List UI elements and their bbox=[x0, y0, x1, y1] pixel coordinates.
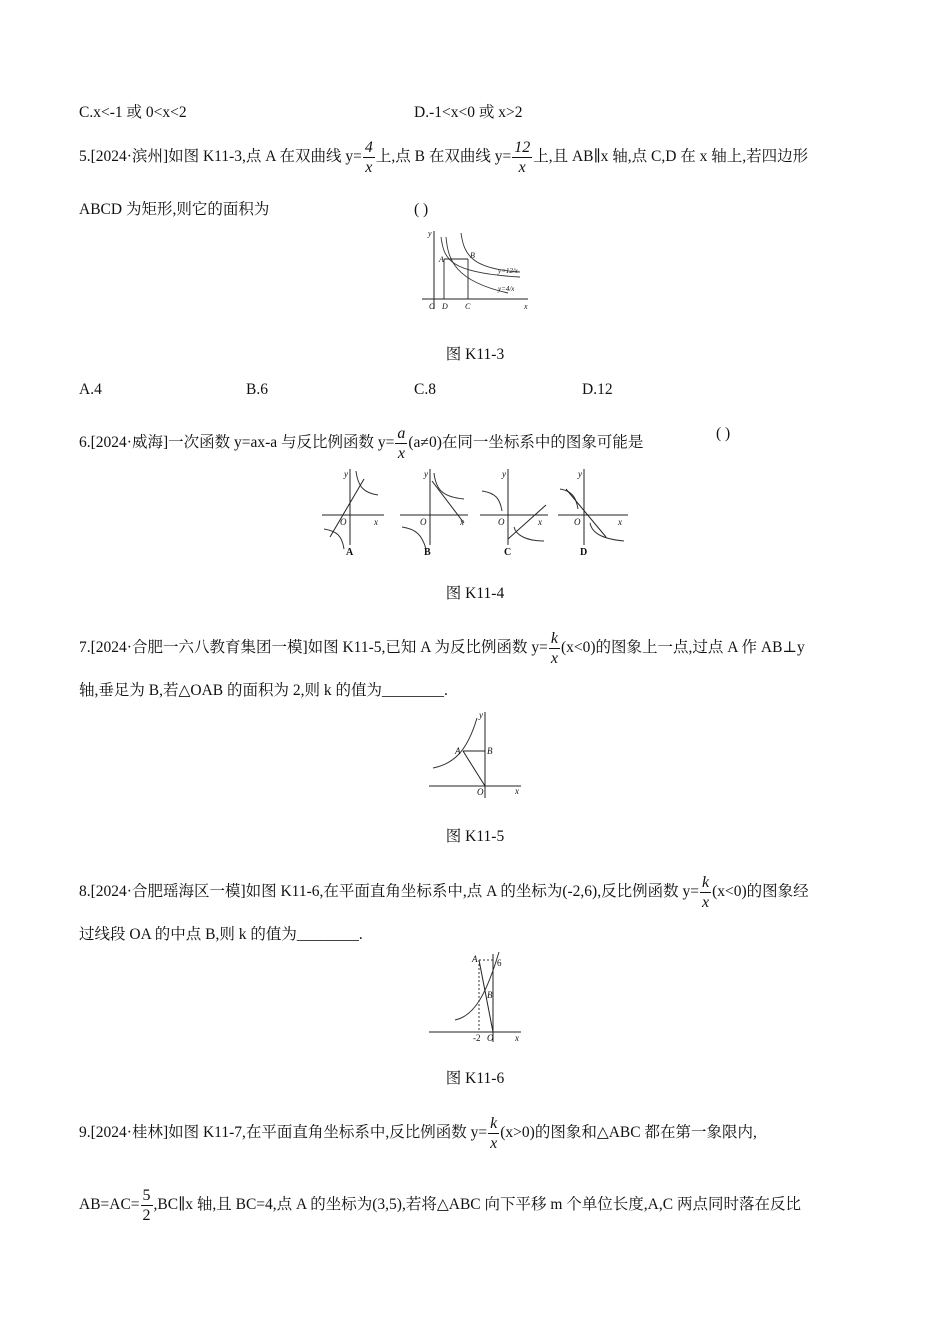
fraction-k-over-x bbox=[549, 629, 560, 668]
fraction-k-over-x bbox=[700, 873, 711, 912]
q6-prefix: 6.[2024·威海]一次函数 y=ax-a 与反比例函数 y= bbox=[79, 434, 395, 452]
option-c-q4: C.x<-1 或 0<x<2 bbox=[79, 104, 187, 121]
frac-num: k bbox=[490, 1115, 498, 1132]
origin-label: O bbox=[498, 517, 505, 527]
tick-6-label: 6 bbox=[497, 958, 502, 968]
frac-num: k bbox=[550, 630, 558, 647]
frac-den: x bbox=[550, 650, 558, 667]
question-5-line1 bbox=[79, 138, 808, 177]
axis-y-label: y bbox=[502, 469, 506, 479]
q7-suffix: (x<0)的图象上一点,过点 A 作 AB⊥y bbox=[560, 639, 805, 657]
point-a-label: A bbox=[439, 255, 444, 264]
frac-den: x bbox=[365, 159, 373, 176]
point-d-label: D bbox=[442, 302, 448, 311]
frac-den: x bbox=[397, 445, 405, 462]
point-b-label: B bbox=[487, 990, 493, 1000]
frac-den: x bbox=[490, 1135, 498, 1152]
axis-y-label: y bbox=[578, 469, 582, 479]
axis-x-label: x bbox=[538, 517, 542, 527]
figure-k11-4 bbox=[318, 465, 638, 560]
figure-caption-k11-4: 图 K11-4 bbox=[445, 585, 505, 602]
q8-suffix: (x<0)的图象经 bbox=[712, 883, 809, 901]
option-d-q5: D.12 bbox=[582, 381, 613, 398]
figure-caption-k11-6: 图 K11-6 bbox=[445, 1070, 505, 1087]
frac-den: 2 bbox=[142, 1207, 151, 1224]
answer-bracket-q5: ( ) bbox=[414, 201, 429, 218]
q9-prefix: 9.[2024·桂林]如图 K11-7,在平面直角坐标系中,反比例函数 y= bbox=[79, 1124, 488, 1142]
point-a-label: A bbox=[472, 954, 478, 964]
figure-caption-k11-3: 图 K11-3 bbox=[445, 346, 505, 363]
origin-label: O bbox=[487, 1033, 494, 1043]
frac-den: x bbox=[701, 894, 710, 911]
q5-suffix: 上,且 AB∥x 轴,点 C,D 在 x 轴上,若四边形 bbox=[533, 148, 809, 166]
q8-prefix: 8.[2024·合肥瑶海区一模]如图 K11-6,在平面直角坐标系中,点 A 的坐标为(-2,6),反比例函数 y= bbox=[79, 883, 699, 901]
q6-suffix: (a≠0)在同一坐标系中的图象可能是 bbox=[408, 434, 644, 452]
question-8-line1 bbox=[79, 873, 809, 912]
frac-num: 4 bbox=[364, 139, 373, 156]
axis-x-label: x bbox=[618, 517, 622, 527]
curve-12-label: y=12/x bbox=[498, 267, 518, 275]
curve-4-label: y=4/x bbox=[498, 285, 515, 293]
axis-x-label: x bbox=[374, 517, 378, 527]
fraction-a-over-x bbox=[395, 424, 407, 463]
origin-label: O bbox=[477, 787, 484, 797]
panel-label-b: B bbox=[424, 547, 431, 558]
figure-k11-6 bbox=[425, 950, 530, 1046]
origin-label: O bbox=[574, 517, 581, 527]
origin-label: O bbox=[420, 517, 427, 527]
axis-x-label: x bbox=[515, 786, 519, 796]
q9-line2-suffix: ,BC∥x 轴,且 BC=4,点 A 的坐标为(3,5),若将△ABC 向下平移 m 个单位长度,A,C 两点同时落在反比 bbox=[153, 1196, 801, 1214]
frac-num: a bbox=[397, 425, 406, 442]
origin-label: O bbox=[340, 517, 347, 527]
panel-label-d: D bbox=[580, 547, 588, 558]
frac-num: 12 bbox=[514, 139, 531, 156]
figure-caption-k11-5: 图 K11-5 bbox=[445, 828, 505, 845]
question-8-line2: 过线段 OA 的中点 B,则 k 的值为________. bbox=[79, 926, 363, 943]
option-c-q5: C.8 bbox=[414, 381, 436, 398]
q5-prefix: 5.[2024·滨州]如图 K11-3,点 A 在双曲线 y= bbox=[79, 148, 362, 166]
panel-label-c: C bbox=[504, 547, 512, 558]
origin-label: O bbox=[429, 302, 435, 311]
option-b-q5: B.6 bbox=[246, 381, 268, 398]
panel-label-a: A bbox=[346, 547, 354, 558]
question-5-line2: ABCD 为矩形,则它的面积为 bbox=[79, 201, 270, 218]
point-b-label: B bbox=[487, 746, 493, 756]
axis-y-label: y bbox=[424, 469, 428, 479]
q7-prefix: 7.[2024·合肥一六八教育集团一模]如图 K11-5,已知 A 为反比例函数 y= bbox=[79, 639, 548, 657]
axis-x-label: x bbox=[515, 1033, 519, 1043]
panel-d bbox=[558, 469, 628, 558]
fraction-4-over-x bbox=[363, 138, 375, 177]
panel-b bbox=[400, 469, 468, 558]
tick-minus2-label: -2 bbox=[473, 1033, 481, 1043]
axis-y-label: y bbox=[344, 469, 348, 479]
frac-den: x bbox=[518, 159, 526, 176]
point-a-label: A bbox=[455, 746, 461, 756]
fraction-k-over-x bbox=[488, 1114, 499, 1153]
point-b-label: B bbox=[470, 251, 475, 260]
axis-x-label: x bbox=[460, 517, 464, 527]
frac-num: 5 bbox=[142, 1187, 151, 1204]
question-9-line2 bbox=[79, 1186, 801, 1225]
frac-num: k bbox=[701, 874, 710, 891]
q5-mid: 上,点 B 在双曲线 y= bbox=[375, 148, 512, 166]
option-a-q5: A.4 bbox=[79, 381, 102, 398]
question-7-line1 bbox=[79, 629, 805, 668]
figure-k11-5 bbox=[425, 708, 530, 800]
q9-suffix: (x>0)的图象和△ABC 都在第一象限内, bbox=[500, 1124, 757, 1142]
axis-y-label: y bbox=[428, 229, 432, 238]
panel-c bbox=[480, 469, 548, 558]
question-7-line2: 轴,垂足为 B,若△OAB 的面积为 2,则 k 的值为________. bbox=[79, 682, 448, 699]
question-9-line1 bbox=[79, 1114, 757, 1153]
axis-y-label: y bbox=[479, 710, 483, 720]
q9-line2-prefix: AB=AC= bbox=[79, 1196, 140, 1214]
point-c-label: C bbox=[465, 302, 471, 311]
figure-k11-3 bbox=[420, 225, 535, 315]
option-d-q4: D.-1<x<0 或 x>2 bbox=[414, 104, 523, 121]
panel-a bbox=[322, 469, 384, 558]
fraction-5-over-2 bbox=[141, 1186, 153, 1225]
question-6-line1 bbox=[79, 424, 643, 463]
answer-bracket-q6: ( ) bbox=[716, 425, 731, 442]
axis-x-label: x bbox=[524, 302, 528, 311]
fraction-12-over-x bbox=[512, 138, 532, 177]
